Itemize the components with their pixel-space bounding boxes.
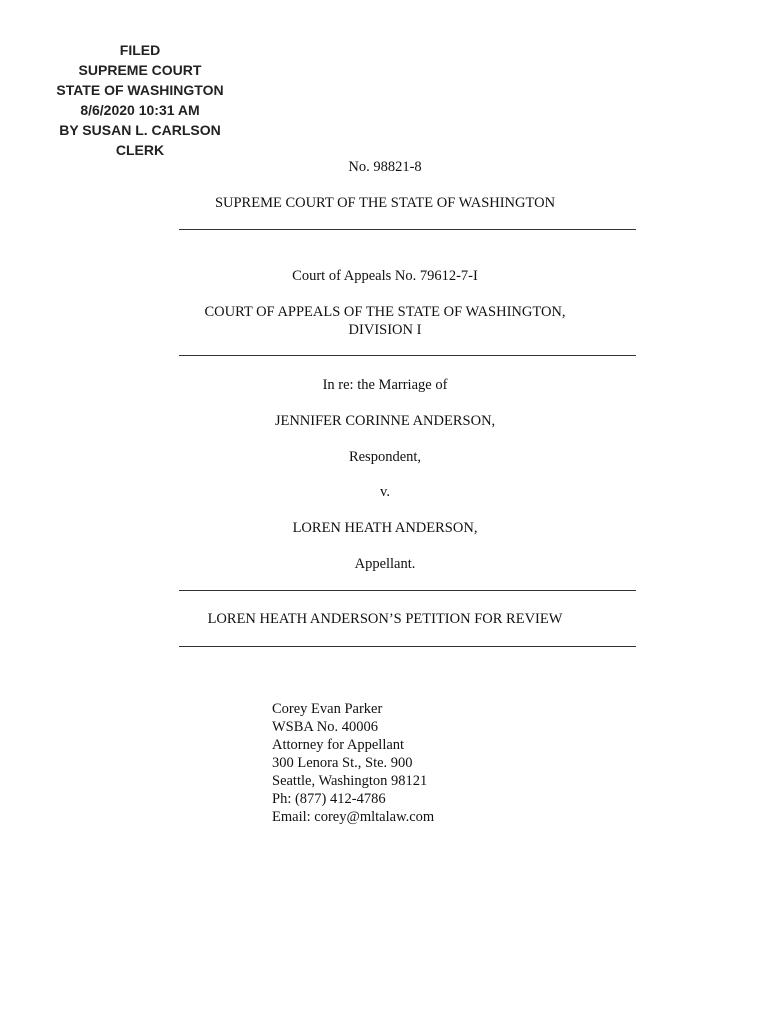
- supreme-court-heading: SUPREME COURT OF THE STATE OF WASHINGTON: [214, 195, 556, 211]
- stamp-line-clerk: CLERK: [115, 142, 165, 158]
- attorney-role: Attorney for Appellant: [272, 737, 405, 753]
- document-title: LOREN HEATH ANDERSON’S PETITION FOR REVIEW: [207, 611, 563, 627]
- attorney-street: 300 Lenora St., Ste. 900: [272, 755, 413, 771]
- appeals-court-heading-line2: DIVISION I: [348, 322, 422, 338]
- respondent-role: Respondent,: [348, 449, 422, 465]
- filing-stamp: [40, 40, 240, 160]
- appellant-name: LOREN HEATH ANDERSON,: [292, 520, 478, 536]
- stamp-line-state: STATE OF WASHINGTON: [56, 82, 224, 98]
- stamp-line-court: SUPREME COURT: [78, 62, 202, 78]
- attorney-bar-number: WSBA No. 40006: [272, 719, 378, 735]
- attorney-name: Corey Evan Parker: [272, 701, 383, 717]
- appeals-court-heading-line1: COURT OF APPEALS OF THE STATE OF WASHINGTON,: [204, 304, 566, 320]
- divider-rule-4: [179, 646, 636, 647]
- divider-rule-1: [179, 229, 636, 230]
- in-re-caption: In re: the Marriage of: [322, 377, 448, 393]
- supreme-case-number: No. 98821-8: [348, 159, 422, 175]
- versus-label: v.: [380, 484, 390, 500]
- appellant-role: Appellant.: [354, 556, 416, 572]
- divider-rule-2: [179, 355, 636, 356]
- stamp-line-filed: FILED: [119, 42, 161, 58]
- attorney-contact-block: [272, 700, 434, 826]
- attorney-city: Seattle, Washington 98121: [272, 773, 428, 789]
- stamp-line-clerk-name: BY SUSAN L. CARLSON: [59, 122, 221, 138]
- respondent-name: JENNIFER CORINNE ANDERSON,: [274, 413, 496, 429]
- appeals-case-number: Court of Appeals No. 79612-7-I: [292, 268, 478, 284]
- stamp-line-datetime: 8/6/2020 10:31 AM: [80, 102, 200, 118]
- attorney-email: Email: corey@mltalaw.com: [272, 809, 435, 825]
- attorney-phone: Ph: (877) 412-4786: [272, 791, 386, 807]
- divider-rule-3: [179, 590, 636, 591]
